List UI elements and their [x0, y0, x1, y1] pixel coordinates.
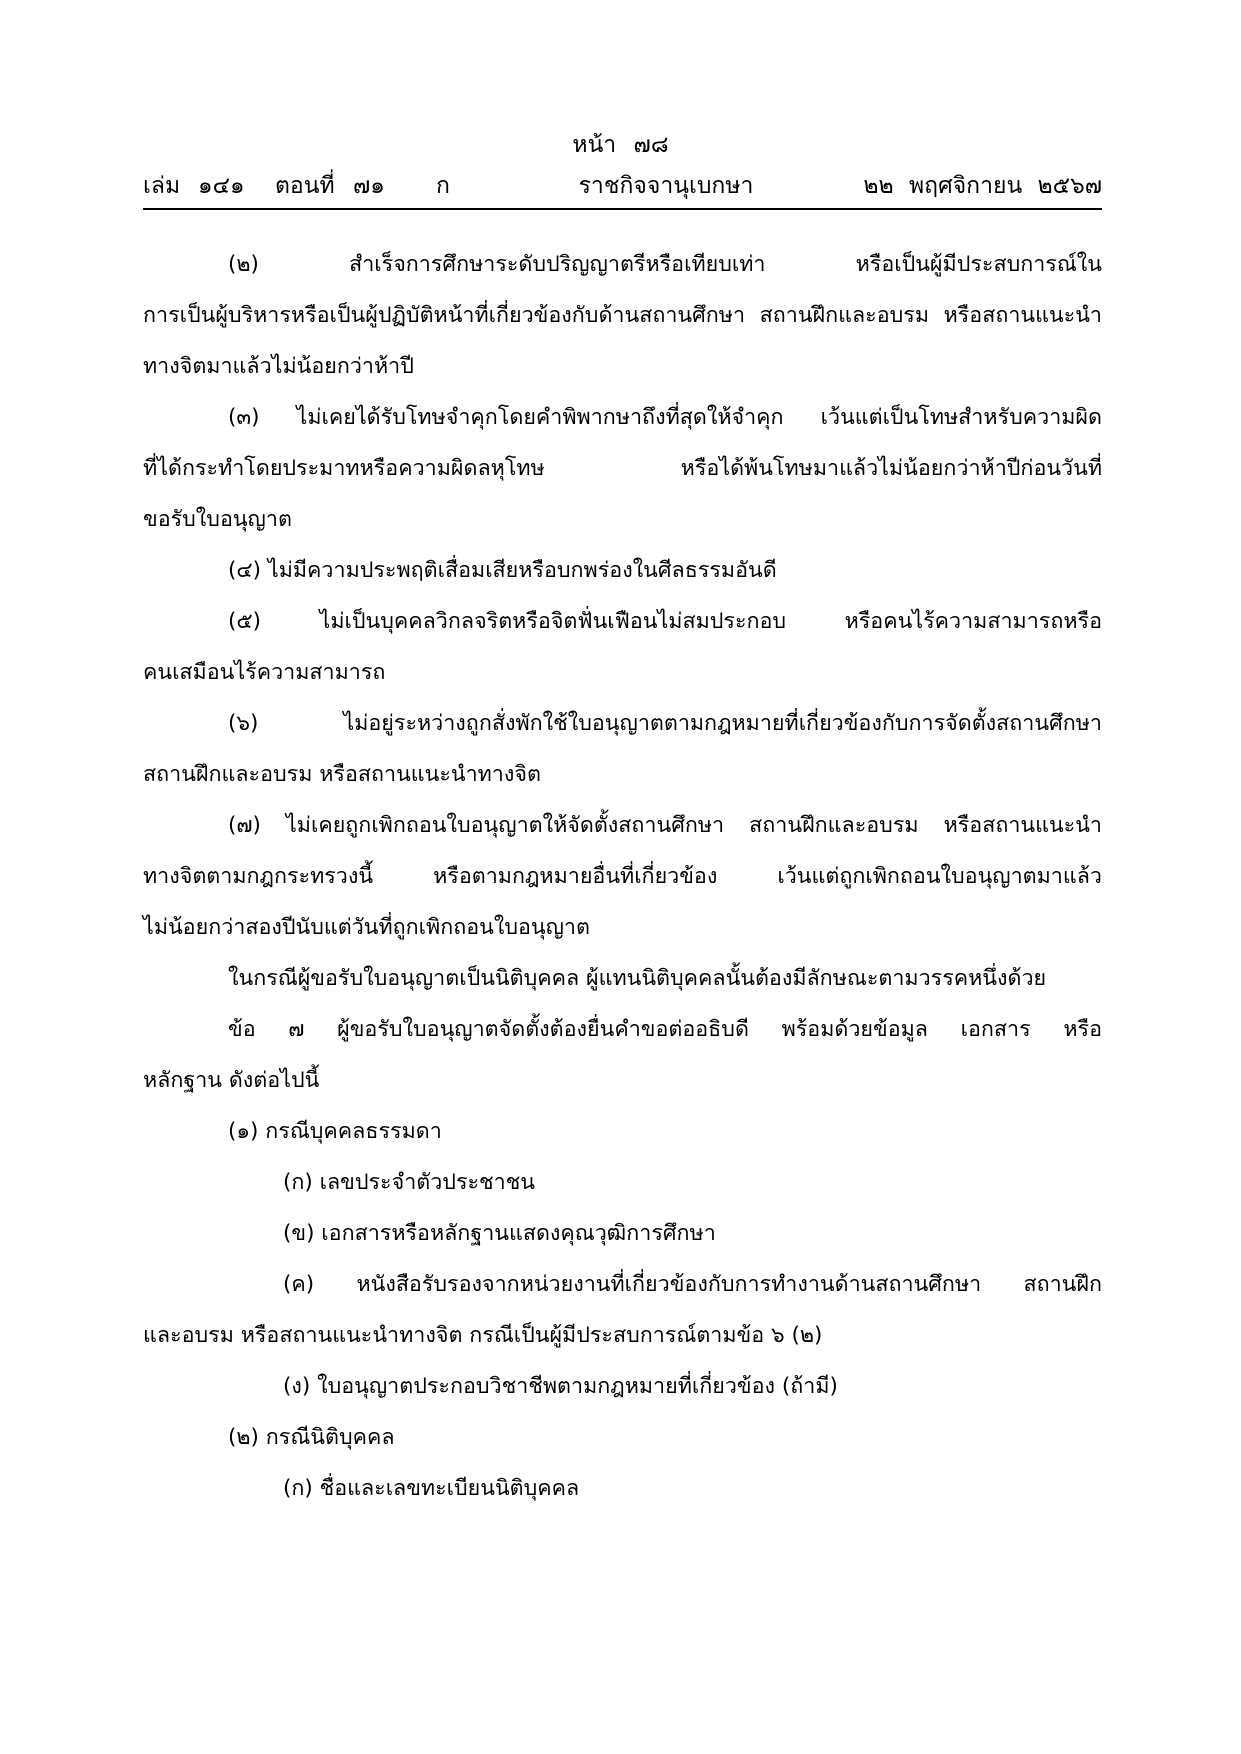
- text-line: ขอรับใบอนุญาต: [143, 507, 292, 532]
- text-line: (๔) ไม่มีความประพฤติเสื่อมเสียหรือบกพร่องในศีลธรรมอันดี: [228, 558, 777, 583]
- text-line: การเป็นผู้บริหารหรือเป็นผู้ปฏิบัติหน้าที่เกี่ยวข้องกับด้านสถานศึกษา สถานฝึกและอบรม หรือสถานแนะนำ: [143, 303, 1102, 328]
- text-line: (ง) ใบอนุญาตประกอบวิชาชีพตามกฎหมายที่เกี่ยวข้อง (ถ้ามี): [283, 1374, 838, 1399]
- gazette-header: [143, 168, 1102, 210]
- page-number: หน้า ๗๘: [572, 132, 669, 158]
- section-label: ตอนที่: [275, 173, 335, 199]
- sub-item: [143, 1361, 1102, 1412]
- clause-paragraph: [143, 596, 1102, 698]
- clause-paragraph: [143, 1106, 1102, 1157]
- text-line: (ก) ชื่อและเลขทะเบียนนิติบุคคล: [283, 1476, 580, 1501]
- clause-paragraph: [143, 545, 1102, 596]
- clause-paragraph: [143, 953, 1102, 1004]
- text-line: (๓) ไม่เคยได้รับโทษจำคุกโดยคำพิพากษาถึงที่สุดให้จำคุก เว้นแต่เป็นโทษสำหรับความผิด: [228, 405, 1102, 430]
- text-line: (ค) หนังสือรับรองจากหน่วยงานที่เกี่ยวข้องกับการทำงานด้านสถานศึกษา สถานฝึก: [283, 1272, 1102, 1297]
- publication-date: ๒๒ พฤศจิกายน ๒๕๖๗: [863, 173, 1102, 199]
- clause-paragraph: [143, 800, 1102, 953]
- clause-paragraph: [143, 1412, 1102, 1463]
- text-line: ข้อ ๗ ผู้ขอรับใบอนุญาตจัดตั้งต้องยื่นคำขอต่ออธิบดี พร้อมด้วยข้อมูล เอกสาร หรือ: [228, 1017, 1102, 1042]
- section-letter: ก: [436, 173, 450, 199]
- text-line: และอบรม หรือสถานแนะนำทางจิต กรณีเป็นผู้มีประสบการณ์ตามข้อ ๖ (๒): [143, 1323, 823, 1348]
- clause-paragraph: [143, 698, 1102, 800]
- section-number: ๗๑: [353, 173, 385, 199]
- clause-paragraph: [143, 392, 1102, 545]
- clause-paragraph: [143, 1004, 1102, 1106]
- sub-item: [143, 1208, 1102, 1259]
- clause-paragraph: [143, 239, 1102, 392]
- text-line: (๕) ไม่เป็นบุคคลวิกลจริตหรือจิตฟั่นเฟือนไม่สมประกอบ หรือคนไร้ความสามารถหรือ: [228, 609, 1102, 634]
- text-line: (๗) ไม่เคยถูกเพิกถอนใบอนุญาตให้จัดตั้งสถานศึกษา สถานฝึกและอบรม หรือสถานแนะนำ: [228, 813, 1102, 838]
- text-line: คนเสมือนไร้ความสามารถ: [143, 660, 386, 685]
- text-line: ทางจิตมาแล้วไม่น้อยกว่าห้าปี: [143, 354, 414, 379]
- volume-label: เล่ม: [143, 173, 181, 199]
- document-body: [143, 239, 1102, 1514]
- sub-item: [143, 1463, 1102, 1514]
- text-line: ทางจิตตามกฎกระทรวงนี้ หรือตามกฎหมายอื่นที่เกี่ยวข้อง เว้นแต่ถูกเพิกถอนใบอนุญาตมาแล้ว: [143, 864, 1102, 889]
- text-line: (๖) ไม่อยู่ระหว่างถูกสั่งพักใช้ใบอนุญาตตามกฎหมายที่เกี่ยวข้องกับการจัดตั้งสถานศึกษา: [228, 711, 1102, 736]
- text-line: (ก) เลขประจำตัวประชาชน: [283, 1170, 535, 1195]
- text-line: (ข) เอกสารหรือหลักฐานแสดงคุณวุฒิการศึกษา: [283, 1221, 716, 1246]
- text-line: สถานฝึกและอบรม หรือสถานแนะนำทางจิต: [143, 762, 541, 787]
- text-line: ในกรณีผู้ขอรับใบอนุญาตเป็นนิติบุคคล ผู้แทนนิติบุคคลนั้นต้องมีลักษณะตามวรรคหนึ่งด้วย: [228, 966, 1047, 991]
- text-line: (๒) กรณีนิติบุคคล: [228, 1425, 395, 1450]
- text-line: หลักฐาน ดังต่อไปนี้: [143, 1068, 320, 1093]
- volume-number: ๑๔๑: [198, 173, 245, 199]
- text-line: ไม่น้อยกว่าสองปีนับแต่วันที่ถูกเพิกถอนใบอนุญาต: [143, 915, 590, 940]
- text-line: (๒) สำเร็จการศึกษาระดับปริญญาตรีหรือเทียบเท่า หรือเป็นผู้มีประสบการณ์ใน: [228, 252, 1102, 277]
- text-line: ที่ได้กระทำโดยประมาทหรือความผิดลหุโทษ หรือได้พ้นโทษมาแล้วไม่น้อยกว่าห้าปีก่อนวันที่: [143, 456, 1102, 481]
- sub-item: [143, 1157, 1102, 1208]
- text-line: (๑) กรณีบุคคลธรรมดา: [228, 1119, 442, 1144]
- sub-item: [143, 1259, 1102, 1361]
- gazette-name: ราชกิจจานุเบกษา: [578, 173, 754, 199]
